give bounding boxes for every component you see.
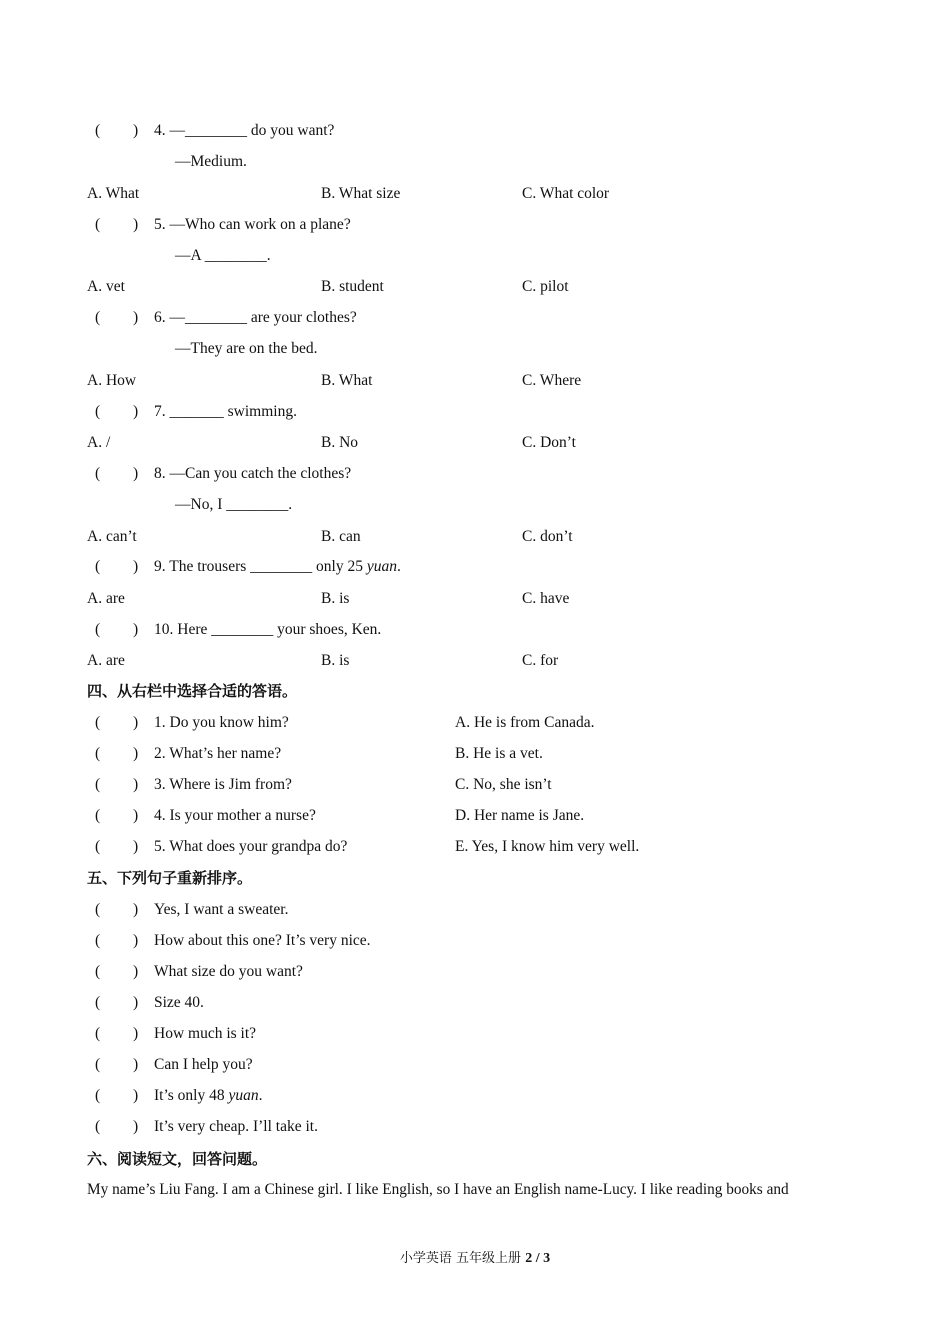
question-5 [87, 215, 351, 235]
question-stem: 5. —Who can work on a plane? [154, 216, 351, 233]
option-a: A. can’t [87, 528, 137, 545]
answer-paren[interactable]: ( ) [95, 745, 139, 762]
question-7-options [0, 433, 950, 453]
option-a: A. How [87, 372, 137, 389]
question-8-reply: —No, I ________. [175, 496, 293, 513]
option-b: B. No [321, 434, 359, 451]
answer-paren[interactable]: ( ) [95, 122, 139, 139]
answer-paren[interactable]: ( ) [95, 714, 139, 731]
question-8 [87, 464, 351, 484]
order-sentence: ( ) Can I help you? [87, 1055, 253, 1075]
answer-paren[interactable]: ( ) [95, 1056, 139, 1073]
question-5-options [0, 277, 950, 297]
match-question: ( ) 3. Where is Jim from? [87, 775, 292, 795]
question-6 [87, 308, 357, 328]
answer-paren[interactable]: ( ) [95, 1118, 139, 1135]
match-answer: B. He is a vet. [455, 745, 543, 762]
question-stem: 4. —________ do you want? [154, 122, 335, 139]
option-c: C. Where [522, 372, 582, 389]
answer-paren[interactable]: ( ) [95, 309, 139, 326]
answer-paren[interactable]: ( ) [95, 558, 139, 575]
section-5-title: 五、下列句子重新排序。 [87, 869, 253, 887]
order-sentence: ( ) Yes, I want a sweater. [87, 900, 288, 920]
question-stem: 6. —________ are your clothes? [154, 309, 357, 326]
match-question: ( ) 1. Do you know him? [87, 713, 289, 733]
option-b: B. is [321, 590, 350, 607]
section-4-title: 四、从右栏中选择合适的答语。 [87, 682, 298, 700]
question-10 [87, 620, 381, 640]
order-sentence: ( ) How much is it? [87, 1024, 256, 1044]
option-a: A. / [87, 434, 111, 451]
match-answer: C. No, she isn’t [455, 776, 552, 793]
answer-paren[interactable]: ( ) [95, 807, 139, 824]
answer-paren[interactable]: ( ) [95, 901, 139, 918]
answer-paren[interactable]: ( ) [95, 776, 139, 793]
option-c: C. for [522, 652, 559, 669]
page-number: 2 [525, 1251, 533, 1266]
option-a: A. are [87, 652, 125, 669]
match-question: ( ) 4. Is your mother a nurse? [87, 806, 316, 826]
question-9 [87, 557, 401, 577]
answer-paren[interactable]: ( ) [95, 403, 139, 420]
page-footer: 小学英语 五年级上册 2 / 3 [399, 1251, 551, 1266]
question-7 [87, 402, 297, 422]
match-answer: D. Her name is Jane. [455, 807, 585, 824]
answer-paren[interactable]: ( ) [95, 621, 139, 638]
option-c: C. What color [522, 185, 610, 202]
match-answer: E. Yes, I know him very well. [455, 838, 640, 855]
question-8-options [0, 527, 950, 547]
order-sentence: ( ) It’s very cheap. I’ll take it. [87, 1117, 318, 1137]
question-10-options [0, 651, 950, 671]
answer-paren[interactable]: ( ) [95, 1025, 139, 1042]
question-4 [87, 121, 334, 141]
question-6-options [0, 371, 950, 391]
answer-paren[interactable]: ( ) [95, 838, 139, 855]
question-5-reply: —A ________. [175, 247, 271, 264]
question-4-reply: —Medium. [175, 153, 247, 170]
question-stem: 8. —Can you catch the clothes? [154, 465, 352, 482]
answer-paren[interactable]: ( ) [95, 963, 139, 980]
option-a: A. What [87, 185, 140, 202]
option-c: C. pilot [522, 278, 569, 295]
question-stem: 7. _______ swimming. [154, 403, 297, 420]
order-sentence: ( ) It’s only 48 yuan. [87, 1086, 263, 1106]
option-b: B. student [321, 278, 384, 295]
option-a: A. are [87, 590, 125, 607]
match-question: ( ) 5. What does your grandpa do? [87, 837, 347, 857]
answer-paren[interactable]: ( ) [95, 994, 139, 1011]
question-4-options [0, 184, 950, 204]
option-b: B. is [321, 652, 350, 669]
answer-paren[interactable]: ( ) [95, 932, 139, 949]
question-stem: 9. The trousers ________ only 25 yuan. [154, 558, 401, 575]
question-stem: 10. Here ________ your shoes, Ken. [154, 621, 382, 638]
match-question: ( ) 2. What’s her name? [87, 744, 281, 764]
question-9-options [0, 589, 950, 609]
answer-paren[interactable]: ( ) [95, 1087, 139, 1104]
order-sentence: ( ) What size do you want? [87, 962, 303, 982]
option-c: C. have [522, 590, 570, 607]
order-sentence: ( ) Size 40. [87, 993, 204, 1013]
option-c: C. don’t [522, 528, 573, 545]
option-a: A. vet [87, 278, 125, 295]
option-c: C. Don’t [522, 434, 576, 451]
section-6-title: 六、阅读短文，回答问题。 [87, 1150, 268, 1168]
reading-passage: My name’s Liu Fang. I am a Chinese girl. I like English, so I have an English name-Lucy. I like reading books and [87, 1181, 789, 1198]
order-sentence: ( ) How about this one? It’s very nice. [87, 931, 371, 951]
match-answer: A. He is from Canada. [455, 714, 595, 731]
page-total: 3 [543, 1251, 551, 1266]
option-b: B. What size [321, 185, 401, 202]
option-b: B. can [321, 528, 361, 545]
answer-paren[interactable]: ( ) [95, 465, 139, 482]
option-b: B. What [321, 372, 373, 389]
answer-paren[interactable]: ( ) [95, 216, 139, 233]
question-6-reply: —They are on the bed. [175, 340, 318, 357]
